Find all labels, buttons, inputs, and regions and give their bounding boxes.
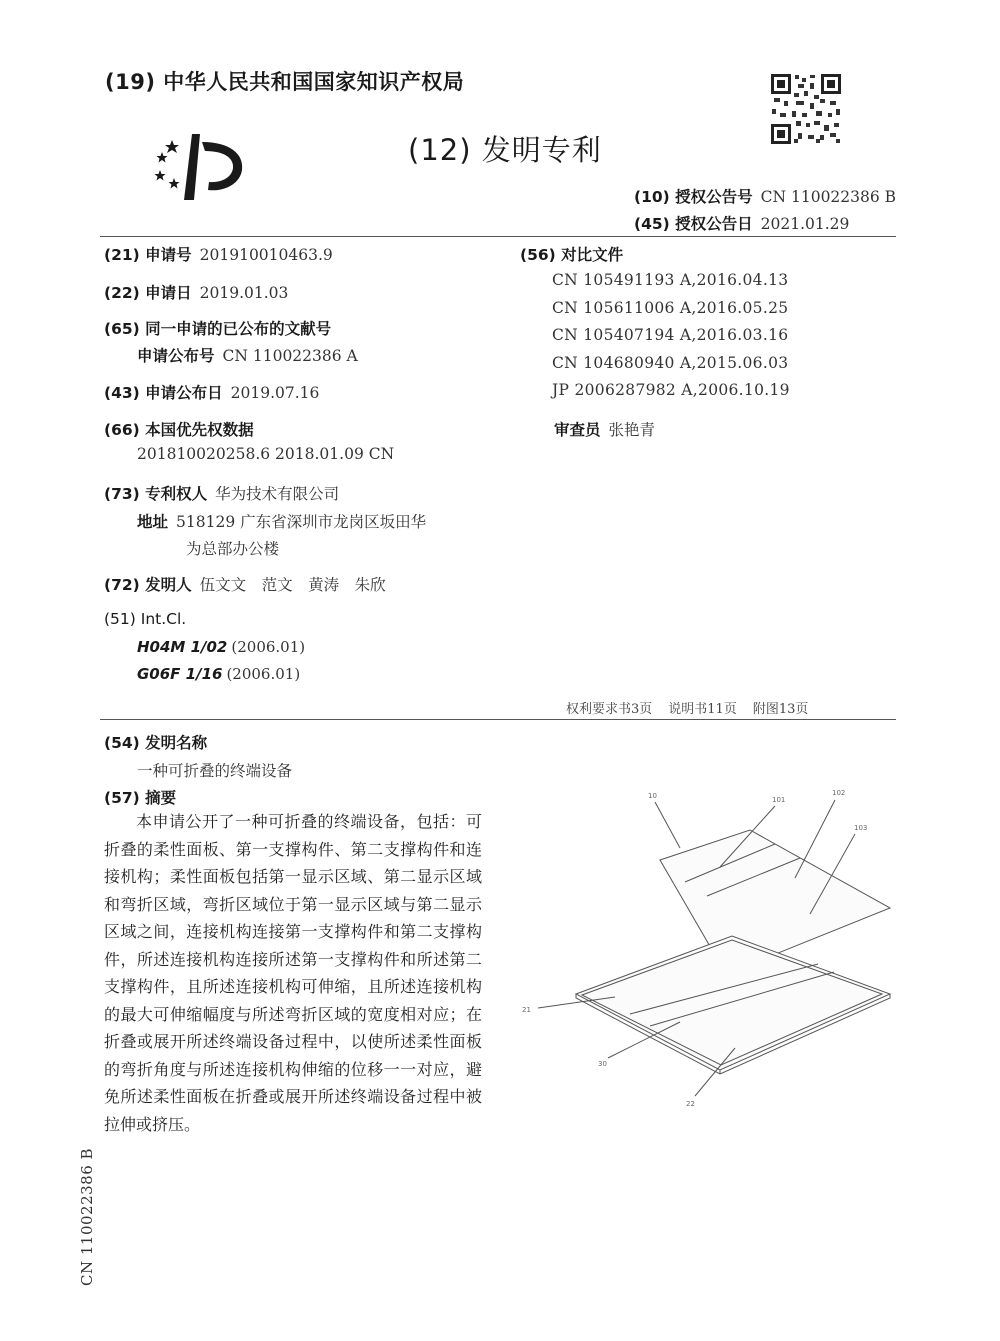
publication-date-label: (43) 申请公布日 xyxy=(104,384,223,402)
grant-date-label: (45) 授权公告日 xyxy=(634,215,753,233)
grant-date-line xyxy=(634,212,849,234)
address-line-1: 518129 广东省深圳市龙岗区坂田华 xyxy=(176,513,427,531)
citation-item: CN 105611006 A,2016.05.25 xyxy=(552,299,789,317)
invention-title xyxy=(137,759,292,781)
citation-item: CN 104680940 A,2015.06.03 xyxy=(552,354,789,372)
application-number-label: (21) 申请号 xyxy=(104,246,192,264)
grant-number-line xyxy=(634,185,896,207)
header-divider xyxy=(100,236,896,237)
publication-date-field xyxy=(104,381,319,403)
publication-number-field xyxy=(137,344,358,366)
patentee-label: (73) 专利权人 xyxy=(104,485,208,503)
application-number: 201910010463.9 xyxy=(199,246,333,264)
invention-title-text: 一种可折叠的终端设备 xyxy=(137,762,293,780)
ipc-label: (51) Int.Cl. xyxy=(104,610,187,628)
page-counts xyxy=(566,698,824,717)
figure-label: 101 xyxy=(772,796,786,804)
citations-heading xyxy=(520,243,623,265)
figure-label: 22 xyxy=(686,1100,695,1108)
figure-label: 10 xyxy=(648,792,657,800)
inventors-label: (72) 发明人 xyxy=(104,576,192,594)
citation-item: JP 2006287982 A,2006.10.19 xyxy=(552,381,790,399)
title-label: (54) 发明名称 xyxy=(104,734,208,752)
patentee: 华为技术有限公司 xyxy=(215,485,340,503)
abstract-figure xyxy=(510,782,900,1112)
document-type: (12) 发明专利 xyxy=(408,133,602,167)
abstract-field xyxy=(104,786,176,808)
priority-label: (66) 本国优先权数据 xyxy=(104,421,254,439)
qr-code xyxy=(770,73,842,145)
address-label: 地址 xyxy=(137,513,169,531)
inventors: 伍文文 范文 黄涛 朱欣 xyxy=(199,576,386,594)
ipc-code: G06F 1/16 xyxy=(137,665,223,683)
patentee-field xyxy=(104,482,339,504)
ipc-date: (2006.01) xyxy=(226,665,301,683)
description-pages: 说明书11页 xyxy=(668,702,737,717)
abstract-label: (57) 摘要 xyxy=(104,789,177,807)
cnipa-logo xyxy=(150,130,250,206)
examiner-label: 审查员 xyxy=(554,421,601,439)
priority-field xyxy=(104,418,254,440)
grant-number: CN 110022386 B xyxy=(760,188,897,206)
figure-label: 102 xyxy=(832,789,846,797)
ipc-entry xyxy=(137,665,300,683)
publication-number-label: 申请公布号 xyxy=(137,347,215,365)
publication-number: CN 110022386 A xyxy=(222,347,358,365)
prior-publication-field xyxy=(104,317,331,339)
address-line-2 xyxy=(186,537,279,559)
filing-date-label: (22) 申请日 xyxy=(104,284,192,302)
prior-publication-label: (65) 同一申请的已公布的文献号 xyxy=(104,320,332,338)
section-divider xyxy=(100,719,896,720)
examiner: 张艳青 xyxy=(608,421,656,439)
grant-date: 2021.01.29 xyxy=(760,215,850,233)
inventors-field xyxy=(104,573,386,595)
ipc-field xyxy=(104,610,186,628)
ipc-date: (2006.01) xyxy=(231,638,306,656)
patent-office-name: (19) 中华人民共和国国家知识产权局 xyxy=(105,70,465,94)
citations-label: (56) 对比文件 xyxy=(520,246,624,264)
address-field xyxy=(137,510,426,532)
ipc-code: H04M 1/02 xyxy=(137,638,228,656)
side-document-number: CN 110022386 B xyxy=(78,1147,96,1286)
examiner-field xyxy=(554,418,655,440)
filing-date: 2019.01.03 xyxy=(199,284,289,302)
title-field xyxy=(104,731,207,753)
application-number-field xyxy=(104,243,333,265)
figure-label: 30 xyxy=(598,1060,607,1068)
ipc-entry xyxy=(137,638,305,656)
drawings-pages: 附图13页 xyxy=(752,702,809,717)
claims-pages: 权利要求书3页 xyxy=(566,702,653,717)
address-line-2-text: 为总部办公楼 xyxy=(186,540,280,558)
citation-item: CN 105491193 A,2016.04.13 xyxy=(552,271,789,289)
filing-date-field xyxy=(104,281,288,303)
figure-label: 21 xyxy=(522,1006,531,1014)
priority-value: 201810020258.6 2018.01.09 CN xyxy=(137,445,395,463)
publication-date: 2019.07.16 xyxy=(230,384,320,402)
citation-item: CN 105407194 A,2016.03.16 xyxy=(552,326,789,344)
grant-number-label: (10) 授权公告号 xyxy=(634,188,753,206)
figure-label: 103 xyxy=(854,824,868,832)
priority-data xyxy=(137,445,394,463)
abstract-text: 本申请公开了一种可折叠的终端设备，包括：可折叠的柔性面板、第一支撑构件、第二支撑构件和连接机构；柔性面板包括第一显示区域、第二显示区域和弯折区域，弯折区域位于第一显示区域与第二显示区域之间，连接机构连接第一支撑构件和第二支撑构件，所述连接机构连接所述第一支撑构件和所述第二支撑构件，且所述连接机构可伸缩，且所述连接机构的最大可伸缩幅度与所述弯折区域的宽度相对应；在折叠或展开所述终端设备过程中，以使所述柔性面板的弯折角度与所述连接机构伸缩的位移一一对应，避免所述柔性面板在折叠或展开所述终端设备过程中被拉伸或挤压。 xyxy=(104,812,482,1134)
